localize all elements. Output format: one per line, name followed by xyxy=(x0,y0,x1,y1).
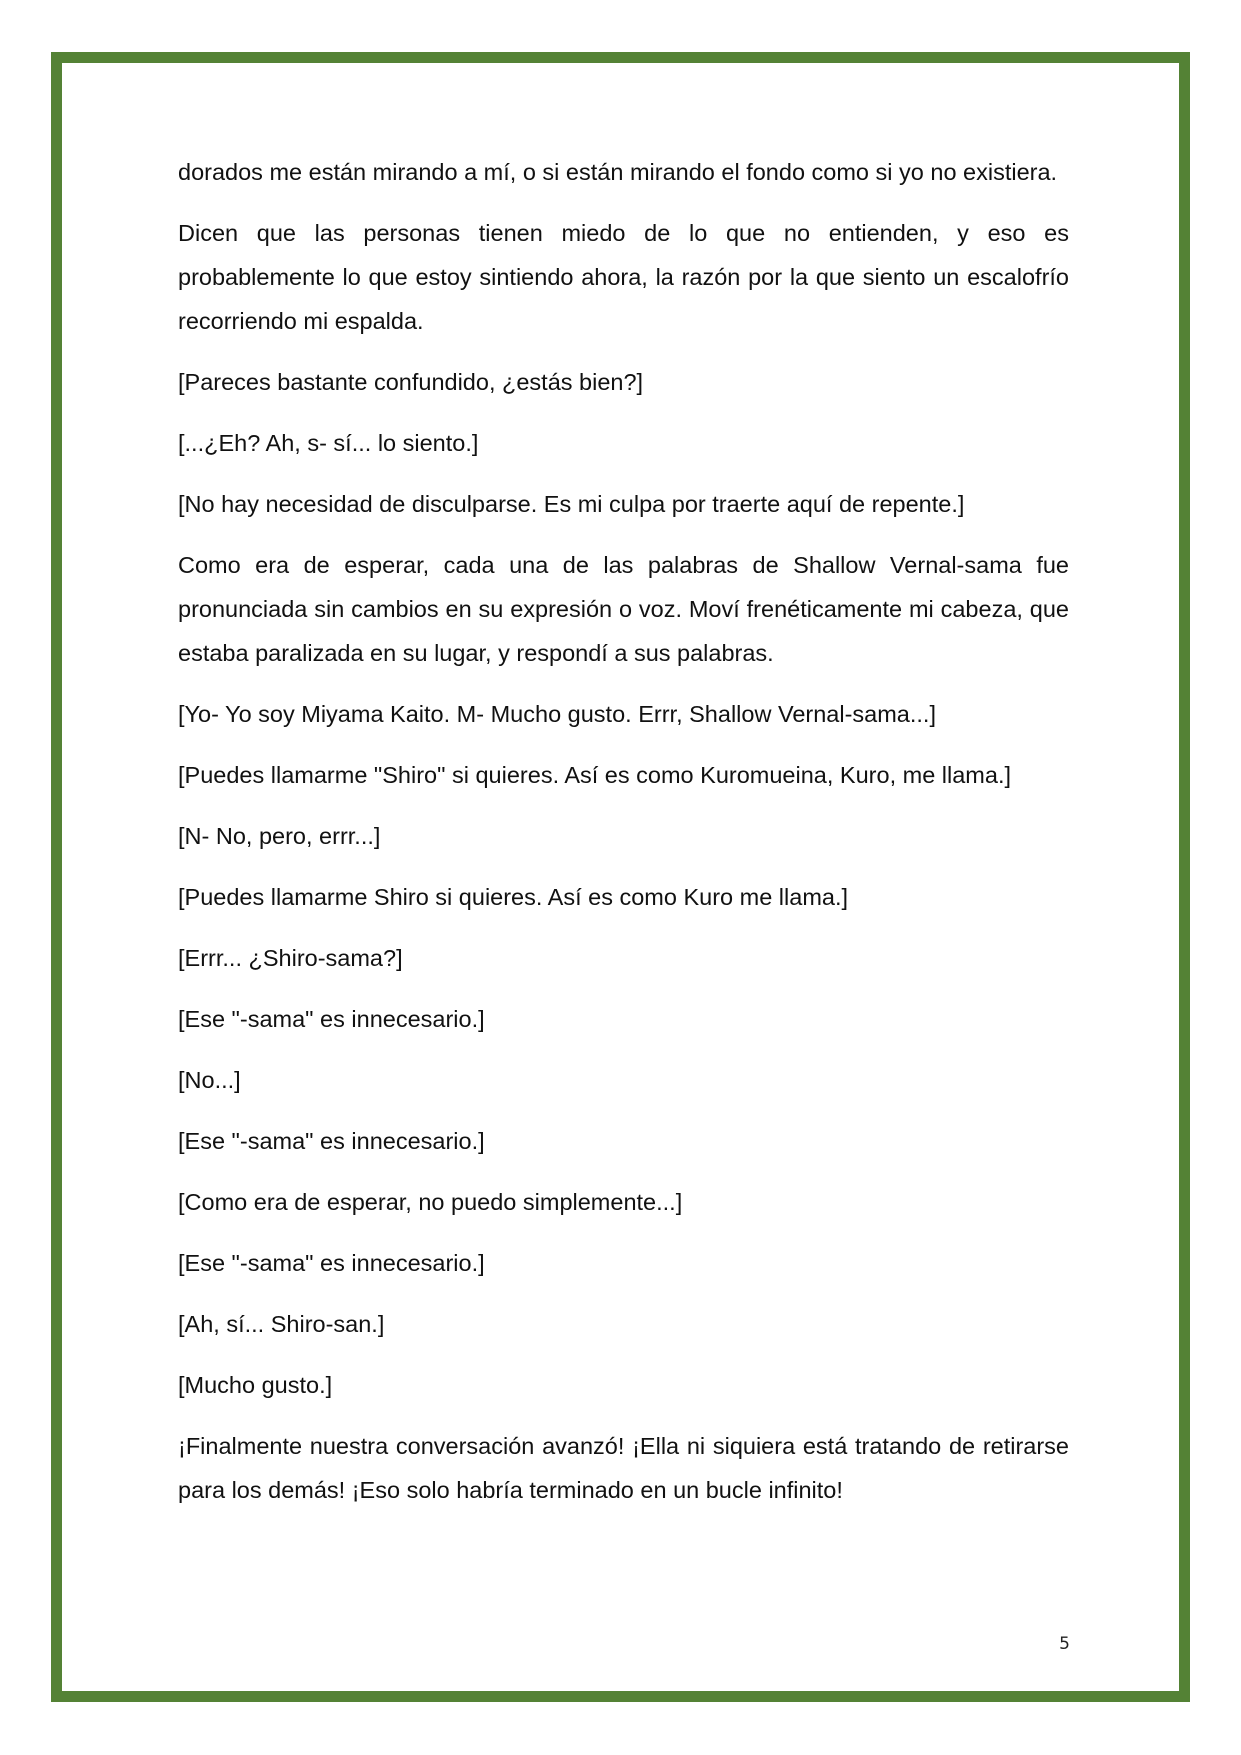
dialogue-line: [No...] xyxy=(178,1067,241,1093)
paragraph: Dicen que las personas tienen miedo de lo que no entienden, y eso es probablemente lo que estoy sintiendo ahora, la razón por la que siento un escalofrío recorriendo mi espalda. xyxy=(178,220,1069,334)
dialogue-line: [Mucho gusto.] xyxy=(178,1372,333,1398)
dialogue-line: [No hay necesidad de disculparse. Es mi culpa por traerte aquí de repente.] xyxy=(178,491,965,517)
dialogue-line: [Yo- Yo soy Miyama Kaito. M- Mucho gusto. Errr, Shallow Vernal-sama...] xyxy=(178,701,936,727)
page-number: 5 xyxy=(1059,1634,1070,1654)
paragraph: Como era de esperar, cada una de las palabras de Shallow Vernal-sama fue pronunciada sin cambios en su expresión o voz. Moví frenéticamente mi cabeza, que estaba paralizada en su lugar, y respondí a sus palabras. xyxy=(178,552,1069,666)
dialogue-line: [Como era de esperar, no puedo simplemente...] xyxy=(178,1189,683,1215)
dialogue-line: [Ese "-sama" es innecesario.] xyxy=(178,1128,485,1154)
dialogue-line: [Errr... ¿Shiro-sama?] xyxy=(178,945,403,971)
paragraph: ¡Finalmente nuestra conversación avanzó! ¡Ella ni siquiera está tratando de retirarse para los demás! ¡Eso solo habría terminado en un bucle infinito! xyxy=(178,1433,1069,1503)
document-body xyxy=(178,150,1069,1529)
dialogue-line: [Ah, sí... Shiro-san.] xyxy=(178,1311,385,1337)
dialogue-line: [Ese "-sama" es innecesario.] xyxy=(178,1006,485,1032)
dialogue-line: [Ese "-sama" es innecesario.] xyxy=(178,1250,485,1276)
dialogue-line: [Puedes llamarme Shiro si quieres. Así es como Kuro me llama.] xyxy=(178,884,849,910)
dialogue-line: [Pareces bastante confundido, ¿estás bien?] xyxy=(178,369,644,395)
dialogue-line: [N- No, pero, errr...] xyxy=(178,823,381,849)
dialogue-line: [...¿Eh? Ah, s- sí... lo siento.] xyxy=(178,430,479,456)
paragraph: dorados me están mirando a mí, o si están mirando el fondo como si yo no existiera. xyxy=(178,159,1058,185)
dialogue-line: [Puedes llamarme "Shiro" si quieres. Así es como Kuromueina, Kuro, me llama.] xyxy=(178,762,1012,788)
